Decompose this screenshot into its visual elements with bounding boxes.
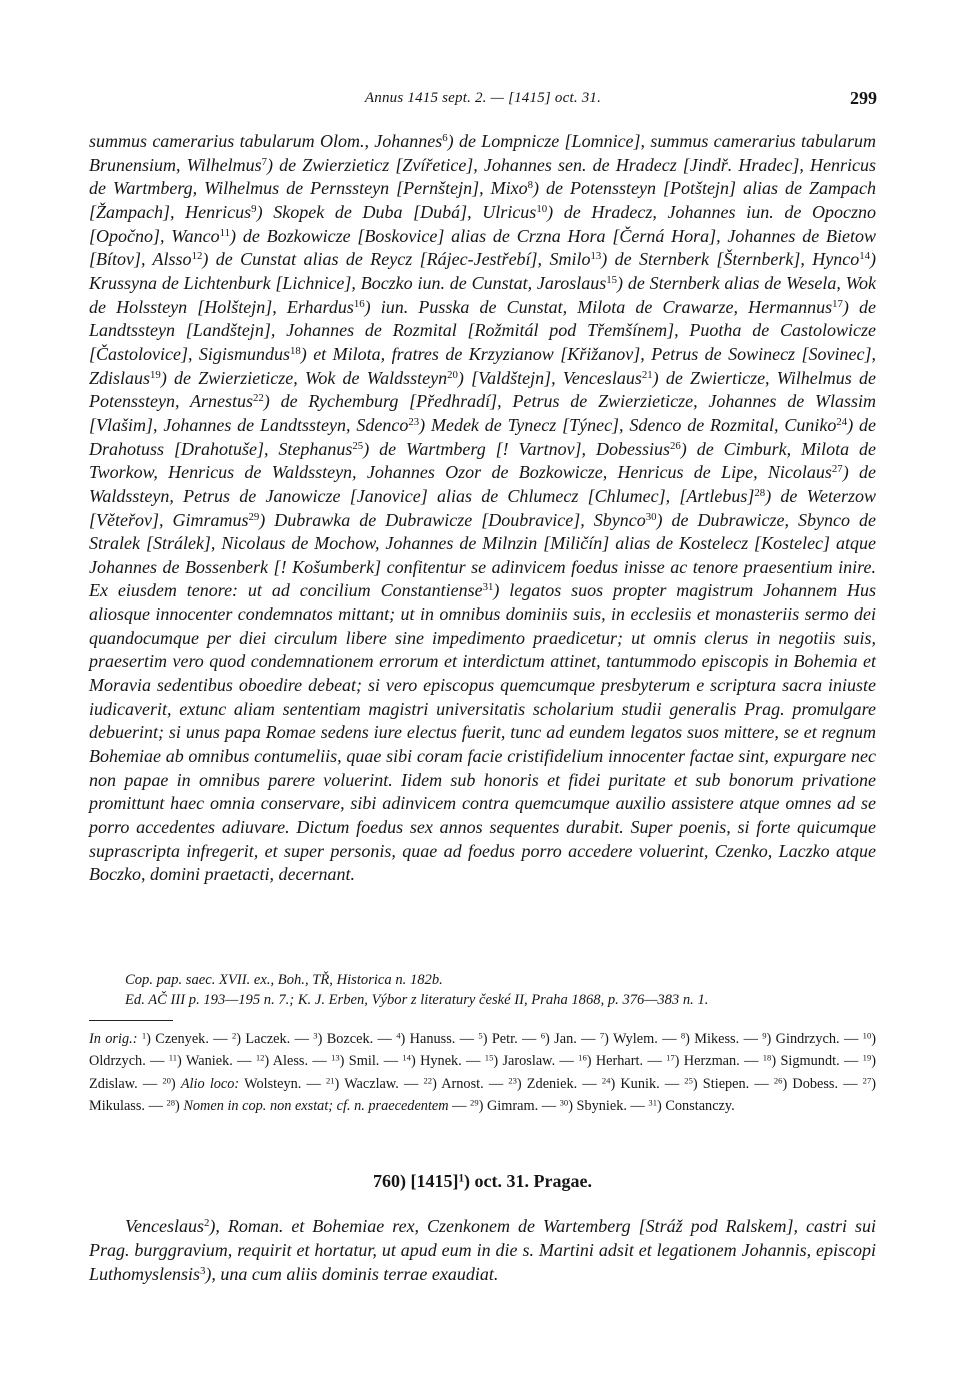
main-paragraph [89, 130, 876, 887]
text-run: ) de Wartmberg [! Vartnov], Dobessius [363, 438, 670, 459]
note-ref: 14 [859, 250, 870, 263]
text-run: ) Hanuss. — [400, 1031, 479, 1047]
note-ref: 24 [836, 415, 848, 428]
text-run: ) Bozcek. — [317, 1031, 397, 1047]
text-run: ) Mikulass. — [89, 1075, 877, 1115]
note-ref: 29 [248, 510, 260, 523]
note-ref: 28 [754, 486, 766, 499]
footnotes [89, 1028, 876, 1118]
note-ref: 10 [536, 203, 548, 216]
text-run: summus camerarius tabularum Olom., Johannes [89, 131, 443, 151]
text-run: ) de Dubrawicze, Sbynco de Stralek [Strálek], Nicolaus de Mochow, Johannes de Milnzin [Miličín] alias de Kostelecz [Kostelec] atque Johannes de Bossenberk [! Košumberk] confitentur se adinvicem foedus inisse ac tenore praesentium inire. Ex eiusdem tenore: ut ad concilium Constantiense [89, 509, 876, 601]
text-run: ) de Zwierticze, Wilhelmus de Potenssteyn, Arnestus [89, 367, 876, 412]
note-ref: 15 [606, 274, 618, 286]
note-ref: 30 [645, 510, 657, 523]
text-run: ), Roman. et Bohemiae rex, Czenkonem de Wartemberg [Stráž pod Ralskem], castri sui Prag. burggravium, requirit et hortatur, ut apud eum in die s. Martini adsit et legationem Johannis, episcopi Luthomyslensis [89, 1216, 876, 1284]
note-ref: 22 [252, 392, 264, 405]
note-ref: 8 [527, 179, 534, 192]
text-run: ) Skopek de Duba [Dubá], Ulricus [256, 201, 537, 222]
note-ref: 28 [166, 1097, 176, 1108]
text-run: ) de Cunstat alias de Reycz [Rájec-Jestřebí], Smilo [202, 249, 591, 270]
note-ref: 18 [289, 344, 301, 357]
text-run: ) [170, 1075, 181, 1092]
text-run: ) Czenyek. — [146, 1031, 232, 1047]
note-ref: 7 [261, 155, 268, 168]
text-run: ) Waniek. — [177, 1053, 256, 1070]
note-ref: 25 [352, 439, 364, 452]
text-run: ) Gindrzych. — [766, 1031, 863, 1047]
note-ref: 23 [508, 1075, 517, 1086]
source-line: Ed. AČ III p. 193—195 n. 7.; K. J. Erben, Výbor z literatury české II, Praha 1868, p. 376—383 n. 1. [125, 992, 709, 1008]
note-ref: 16 [578, 1052, 587, 1063]
note-ref: 21 [641, 368, 653, 381]
document-heading [89, 1171, 876, 1192]
note-ref: 8 [680, 1030, 686, 1041]
footnote-divider [89, 1020, 173, 1021]
text-run: ) de Zwierzieticze, Wok de Waldssteyn [160, 367, 448, 388]
note-ref: 9 [762, 1030, 767, 1041]
text-run: ) Sbyniek. — [568, 1098, 649, 1115]
text-run: ) legatos suos propter magistrum Johannem Hus aliosque innocenter condemnatos mittant; ut in omnibus dominiis suis, in ecclesiis et monasteriis sermo dei quandocumque per diei circulum libere sine impedimento praedicetur; ut omnis clerus in negotiis suis, praesertim vero quod condemnationem errorum et interdictum attinet, tantummodo episcopis in Bohemia et Moravia sedentibus oboedire debeat; si vero episcopus quemcumque presbyterum e scriptura sacra iniuste iudicaverit, extunc aliam sententiam magistri universitatis scholarium studii generalis Prag. promulgare debuerint; si unus papa Romae sedens iure electus fuerit, tunc ad eundem legatos suos mittere, se et regnum Bohemiae ab omnibus contumeliis, quae sibi coram facie cristifidelium innocenter factae sint, expurgare nec non papae in omnibus parere voluerint. Iidem sub honoris et fidei puritate et sub bonorum privatione promittunt haec omnia conservare, sibi adinvicem contra quemcumque auxilio assistere atque omnes ad se porro accedentes adiuvare. Dictum foedus sex annos sequentes durabit. Super poenis, si forte quicumque suprascripta infregerit, et super personis, quae ad foedus porro accedere voluerint, Czenko, Laczko atque Boczko, domini praetacti, decernant. [89, 580, 876, 885]
text-run: ) de Cimburk, Milota de Tworkow, Henricus de Waldssteyn, Johannes Ozor de Bozkowicze, Henricus de Lipe, Nicolaus [89, 438, 876, 483]
text-run: ) de Drahotuss [Drahotuše], Stephanus [89, 414, 877, 459]
text-run: ) de Hradecz, Johannes iun. de Opoczno [Opočno], Wanco [89, 201, 876, 246]
text-run: ) Waczlaw. — [334, 1075, 424, 1092]
text-run: ), una cum aliis dominis terrae exaudiat. [205, 1264, 499, 1284]
text-run: Venceslaus [125, 1216, 204, 1236]
document-date-place: ) oct. 31. Pragae. [464, 1171, 592, 1191]
text-run: ) Jan. — [545, 1031, 600, 1047]
text-run: ) Arnost. — [432, 1075, 509, 1092]
text-run: ) Laczek. — [236, 1031, 314, 1047]
note-ref: 12 [255, 1052, 265, 1063]
text-run: ) Mikess. — [685, 1031, 763, 1047]
text-run: ) de Weterzow [Věteřov], Gimramus [89, 485, 877, 530]
note-ref: 27 [862, 1075, 872, 1086]
note-ref: 5 [478, 1030, 483, 1041]
text-run: ) de Sternberk alias de Wesela, Wok de Holssteyn [Holštejn], Erhardus [89, 272, 876, 317]
italic-text: Alio loco: [180, 1075, 240, 1092]
note-ref: 11 [168, 1052, 178, 1063]
text-run: Wolsteyn. — [239, 1075, 326, 1092]
text-run: ) Zdislaw. — [89, 1053, 876, 1092]
note-ref: 22 [423, 1075, 433, 1086]
text-run: ) Krussyna de Lichtenburk [Lichnice], Boczko iun. de Cunstat, Jaroslaus [89, 249, 876, 293]
note-ref: 27 [831, 463, 843, 476]
text-run: ) Dobess. — [782, 1075, 863, 1092]
text-run: ) Smil. — [339, 1053, 403, 1070]
note-ref: 2 [203, 1217, 210, 1230]
text-run: ) Aless. — [264, 1053, 332, 1070]
note-ref: 15 [484, 1052, 494, 1063]
note-ref: 14 [402, 1052, 411, 1063]
note-ref: 31 [482, 581, 494, 594]
text-run: ) Kunik. — [610, 1075, 685, 1092]
note-ref: 17 [666, 1052, 675, 1063]
note-ref: 10 [862, 1030, 872, 1041]
text-run: ) Jaroslaw. — [493, 1053, 579, 1070]
text-run: ) Hynek. — [410, 1053, 485, 1070]
text-run: ) Stiepen. — [692, 1075, 774, 1092]
note-ref: 3 [313, 1030, 318, 1041]
note-ref: 2 [231, 1030, 237, 1041]
text-run: ) Dubrawka de Dubrawicze [Doubravice], Sbynco [259, 509, 646, 530]
text-run: ) Zdeniek. — [516, 1075, 602, 1092]
note-ref: 20 [447, 368, 458, 381]
note-ref: 19 [150, 368, 161, 381]
note-ref: 25 [684, 1075, 693, 1086]
text-run: ) [Valdštejn], Venceslaus [457, 367, 642, 388]
note-ref: 7 [599, 1030, 605, 1041]
note-ref: 17 [832, 297, 843, 310]
note-ref: 3 [200, 1265, 206, 1278]
text-run: ) de Potenssteyn [Potštejn] alias de Zampach [Žampach], Henricus [89, 178, 876, 222]
note-ref: 19 [862, 1052, 872, 1063]
note-ref: 4 [396, 1030, 401, 1041]
source-line: Cop. pap. saec. XVII. ex., Boh., TŘ, Historica n. 182b. [125, 972, 443, 988]
text-run: ) de Waldssteyn, Petrus de Janowicze [Janovice] alias de Chlumecz [Chlumec], [Artlebus] [89, 462, 876, 506]
note-ref: 21 [325, 1075, 335, 1086]
note-ref: 12 [191, 250, 203, 263]
text-run: ) Herzman. — [674, 1053, 763, 1070]
text-run: ) de Lompnicze [Lomnice], summus camerarius tabularum Brunensium, Wilhelmus [89, 131, 876, 175]
text-run: ) de Zwierzieticz [Zvířetice], Johannes sen. de Hradecz [Jindř. Hradec], Henricus de Wartmberg, Wilhelmus de Pernssteyn [Pernštejn], Mixo [89, 154, 876, 199]
note-ref: 9 [251, 203, 257, 216]
document-number: 760) [1415] [372, 1171, 459, 1191]
running-head: Annus 1415 sept. 2. — [1415] oct. 31. [364, 90, 602, 106]
page-header [89, 88, 877, 112]
note-ref: 13 [331, 1052, 340, 1063]
note-ref: 30 [559, 1097, 569, 1108]
text-run: ) Oldrzych. — [89, 1031, 877, 1070]
note-ref: 1 [141, 1030, 147, 1041]
note-ref: 18 [762, 1052, 772, 1063]
note-ref: 13 [590, 250, 602, 263]
text-run: ) iun. Pusska de Cunstat, Milota de Crawarze, Hermannus [364, 296, 833, 317]
text-run: ) Medek de Tynecz [Týnec], Sdenco de Rozmital, Cuniko [419, 414, 837, 435]
text-run: ) Petr. — [482, 1031, 541, 1047]
text-run: ) et Milota, fratres de Krzyzianow [Křižanov], Petrus de Sowinecz [Sovinec], Zdislaus [89, 343, 876, 388]
regest-paragraph [89, 1214, 876, 1286]
note-ref: 11 [219, 226, 231, 239]
text-run: ) Gimram. — [478, 1098, 560, 1115]
text-run: ) Herhart. — [586, 1053, 667, 1070]
text-run: — [448, 1098, 471, 1115]
text-run: ) de Landtssteyn [Landštejn], Johannes de Rozmital [Rožmitál pod Třemšínem], Puotha de Castolowicze [Častolovice], Sigismundus [89, 296, 876, 364]
note-ref: 23 [408, 415, 420, 428]
heading-note-ref: 1 [458, 1172, 465, 1185]
italic-text: In orig.: [89, 1031, 138, 1047]
note-ref: 26 [670, 439, 681, 452]
note-ref: 31 [648, 1097, 657, 1108]
note-ref: 24 [601, 1075, 611, 1086]
text-run: ) de Bozkowicze [Boskovice] alias de Crzna Hora [Černá Hora], Johannes de Bietow [Bítov], Alsso [89, 225, 876, 270]
source-citations [125, 970, 877, 1010]
text-run: ) de Rychemburg [Předhradí], Petrus de Zwierzieticze, Johannes de Wlassim [Vlašim], Johannes de Landtssteyn, Sdenco [89, 391, 876, 435]
text-run: ) Wylem. — [604, 1031, 681, 1047]
note-ref: 26 [773, 1075, 783, 1086]
italic-text: Nomen in cop. non exstat; cf. n. praecedentem [183, 1098, 449, 1115]
page-number: 299 [850, 88, 877, 108]
note-ref: 6 [540, 1030, 546, 1041]
text-run: ) de Sternberk [Šternberk], Hynco [601, 249, 860, 270]
note-ref: 6 [442, 132, 448, 145]
note-ref: 29 [470, 1097, 479, 1108]
note-ref: 20 [162, 1075, 171, 1086]
note-ref: 16 [353, 297, 365, 310]
text-run: ) Sigmundt. — [771, 1053, 863, 1070]
text-run: ) Constanczy. [657, 1098, 735, 1115]
text-run: ) [175, 1098, 184, 1115]
